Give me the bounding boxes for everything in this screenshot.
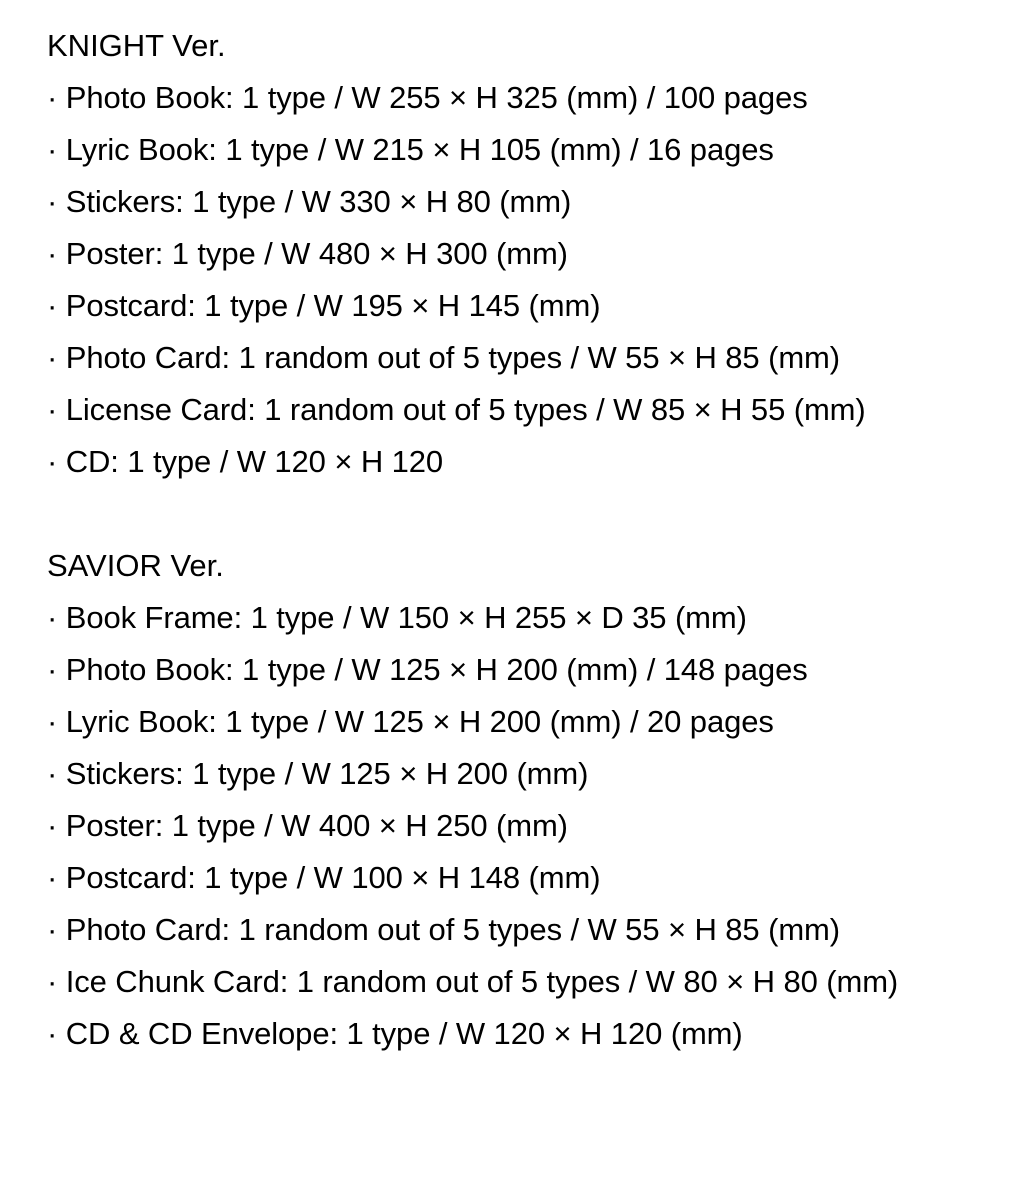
list-item: · Poster: 1 type / W 480 × H 300 (mm): [47, 236, 568, 271]
list-item: · Stickers: 1 type / W 125 × H 200 (mm): [47, 756, 589, 791]
list-item: · Photo Card: 1 random out of 5 types / W 55 × H 85 (mm): [47, 340, 840, 375]
section-title: KNIGHT Ver.: [47, 28, 226, 63]
list-item: · Postcard: 1 type / W 195 × H 145 (mm): [47, 288, 601, 323]
list-item: · Photo Book: 1 type / W 125 × H 200 (mm) / 148 pages: [47, 652, 808, 687]
list-item: · Lyric Book: 1 type / W 215 × H 105 (mm) / 16 pages: [47, 132, 774, 167]
list-item: · Poster: 1 type / W 400 × H 250 (mm): [47, 808, 568, 843]
section-knight: [47, 20, 984, 488]
list-item: · Photo Book: 1 type / W 255 × H 325 (mm) / 100 pages: [47, 80, 808, 115]
list-item: · License Card: 1 random out of 5 types / W 85 × H 55 (mm): [47, 392, 866, 427]
section-title: SAVIOR Ver.: [47, 548, 224, 583]
list-item: · Stickers: 1 type / W 330 × H 80 (mm): [47, 184, 572, 219]
list-item: · Book Frame: 1 type / W 150 × H 255 × D 35 (mm): [47, 600, 747, 635]
list-item: · CD & CD Envelope: 1 type / W 120 × H 120 (mm): [47, 1016, 743, 1051]
list-item: · Ice Chunk Card: 1 random out of 5 types / W 80 × H 80 (mm): [47, 964, 899, 999]
list-item: · Postcard: 1 type / W 100 × H 148 (mm): [47, 860, 601, 895]
list-item: · Photo Card: 1 random out of 5 types / W 55 × H 85 (mm): [47, 912, 840, 947]
list-item: · CD: 1 type / W 120 × H 120: [47, 444, 444, 479]
list-item: · Lyric Book: 1 type / W 125 × H 200 (mm) / 20 pages: [47, 704, 774, 739]
section-savior: [47, 540, 984, 1060]
